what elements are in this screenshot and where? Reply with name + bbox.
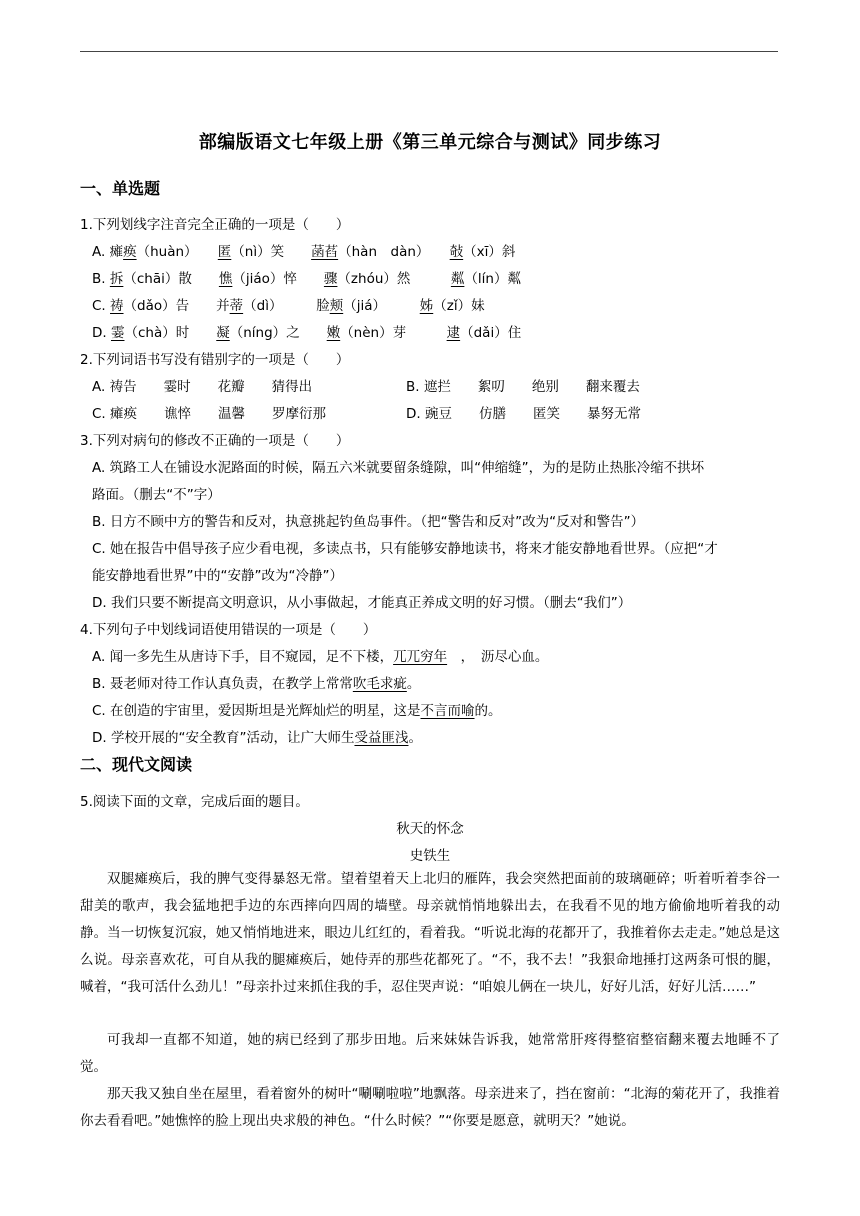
question-4-option-a bbox=[92, 645, 548, 665]
option-text: ， 沥尽心血。 bbox=[447, 649, 549, 665]
option-text: （jiá） bbox=[343, 298, 380, 314]
question-2-option-d: D. 豌豆 仿膳 匿笑 暴努无常 bbox=[406, 406, 641, 422]
underlined-character: 逮 bbox=[446, 325, 461, 341]
underlined-phrase: 吹毛求疵 bbox=[352, 676, 407, 692]
option-text: （zhóu）然 bbox=[337, 271, 411, 287]
underlined-character: 骤 bbox=[323, 271, 338, 287]
question-4-option-d bbox=[92, 726, 422, 746]
question-4-option-c bbox=[92, 699, 502, 719]
option-text: 的。 bbox=[474, 703, 502, 719]
option-text: （jiáo）悴 bbox=[232, 271, 297, 287]
question-2-option-b: B. 遮拦 絮叨 绝别 翻来覆去 bbox=[406, 379, 640, 395]
option-text: C. 在创造的宇宙里，爱因斯坦是光辉灿烂的明星，这是 bbox=[92, 703, 421, 719]
option-text: （nì）笑 bbox=[231, 244, 285, 260]
question-3-option-c-line-1: C. 她在报告中倡导孩子应少看电视，多读点书，只有能够安静地读书，将来才能安静地看世界。（应把“才 bbox=[92, 541, 718, 557]
underlined-character: 蒂 bbox=[229, 298, 244, 314]
question-4-option-b bbox=[92, 672, 420, 692]
question-3-option-d: D. 我们只要不断提高文明意识，从小事做起，才能真正养成文明的好习惯。（删去“我们”） bbox=[92, 595, 632, 611]
option-text: 并 bbox=[189, 298, 230, 314]
option-text: 瘫 bbox=[109, 244, 124, 260]
article-paragraph-1: 双腿瘫痪后，我的脾气变得暴怒无常。望着望着天上北归的雁阵，我会突然把面前的玻璃砸碎；听着听着李谷一甜美的歌声，我会猛地把手边的东西摔向四周的墙壁。母亲就悄悄地躲出去，在我看不见的地方偷偷地听着我的动静。当一切恢复沉寂，她又悄悄地进来，眼边儿红红的，看着我。“听说北海的花都开了，我推着你去走走。”她总是这么说。母亲喜欢花，可自从我的腿瘫痪后，她侍弄的那些花都死了。“不，我不去！”我狠命地捶打这两条可恨的腿，喊着，“我可活什么劲儿！”母亲扑过来抓住我的手，忍住哭声说：“咱娘儿俩在一块儿，好好儿活，好好儿活……” bbox=[80, 871, 780, 995]
underlined-phrase: 受益匪浅 bbox=[354, 730, 409, 746]
option-text bbox=[192, 271, 219, 287]
question-3-option-b: B. 日方不顾中方的警告和反对，执意挑起钓鱼岛事件。（把“警告和反对”改为“反对和警告”） bbox=[92, 514, 645, 530]
option-text bbox=[189, 325, 216, 341]
option-text: （huàn） bbox=[136, 244, 191, 260]
option-text: 。 bbox=[406, 676, 421, 692]
option-text bbox=[406, 325, 447, 341]
underlined-character: 菡萏 bbox=[311, 244, 339, 260]
option-text bbox=[379, 298, 420, 314]
article-paragraph-3: 那天我又独自坐在屋里，看着窗外的树叶“唰唰啦啦”地飘落。母亲进来了，挡在窗前：“北海的菊花开了，我推着你去看看吧。”她憔悴的脸上现出央求般的神色。“什么时候？”“你要是愿意，就明天？”她说。 bbox=[80, 1086, 780, 1129]
article-paragraph-2: 可我却一直都不知道，她的病已经到了那步田地。后来妹妹告诉我，她常常肝疼得整宿整宿翻来覆去地睡不了觉。 bbox=[80, 1032, 780, 1075]
option-text: 。 bbox=[408, 730, 422, 746]
underlined-character: 嫩 bbox=[326, 325, 341, 341]
underlined-character: 敧 bbox=[449, 244, 464, 260]
option-text: （dǎi）住 bbox=[460, 325, 522, 341]
option-text: （níng）之 bbox=[229, 325, 300, 341]
option-label: B. bbox=[92, 271, 110, 287]
underlined-character: 颊 bbox=[329, 298, 344, 314]
option-text: （dǎo）告 bbox=[123, 298, 190, 314]
question-1-option-b bbox=[92, 267, 521, 287]
question-4-stem: 4.下列句子中划线词语使用错误的一项是（ ） bbox=[80, 622, 377, 638]
underlined-character: 凝 bbox=[216, 325, 230, 341]
option-text: （lín）粼 bbox=[464, 271, 521, 287]
question-3-stem: 3.下列对病句的修改不正确的一项是（ ） bbox=[80, 433, 350, 449]
question-2-option-c: C. 瘫痪 谯悴 温馨 罗摩衍那 bbox=[92, 406, 327, 422]
underlined-character: 霎 bbox=[110, 325, 125, 341]
question-2-option-a: A. 祷告 霎时 花瓣 猜得出 bbox=[92, 379, 313, 395]
option-text: D. 学校开展的“安全教育”活动，让广大师生 bbox=[92, 730, 355, 746]
question-1-option-a bbox=[92, 240, 515, 260]
question-3-option-a-line-1: A. 筑路工人在铺设水泥路面的时候，隔五六米就要留条缝隙，叫“伸缩缝”，为的是防止热胀冷缩不拱坏 bbox=[92, 460, 705, 476]
option-text: （hàn dàn） bbox=[338, 244, 423, 260]
option-text: 脸 bbox=[275, 298, 330, 314]
option-text: A. 闻一多先生从唐诗下手，目不窥园，足不下楼， bbox=[92, 649, 394, 665]
question-1-option-c bbox=[92, 294, 485, 314]
question-1-option-d bbox=[92, 321, 521, 341]
option-text: （chà）时 bbox=[124, 325, 190, 341]
option-text bbox=[297, 271, 324, 287]
underlined-character: 拆 bbox=[109, 271, 124, 287]
header-rule bbox=[80, 51, 778, 52]
underlined-character: 粼 bbox=[450, 271, 465, 287]
underlined-phrase: 兀兀穷年 bbox=[393, 649, 448, 665]
option-text: （xī）斜 bbox=[463, 244, 516, 260]
option-text bbox=[300, 325, 327, 341]
question-3-option-a-line-2: 路面。（删去“不”字） bbox=[92, 487, 221, 503]
option-text bbox=[284, 244, 311, 260]
underlined-character: 匿 bbox=[217, 244, 232, 260]
option-label: C. bbox=[92, 298, 111, 314]
section-heading-single-choice: 一、单选题 bbox=[80, 179, 161, 198]
option-text: （zǐ）妹 bbox=[433, 298, 485, 314]
question-2-stem: 2.下列词语书写没有错别字的一项是（ ） bbox=[80, 352, 350, 368]
question-1-stem: 1.下列划线字注音完全正确的一项是（ ） bbox=[80, 217, 350, 233]
page-title: 部编版语文七年级上册《第三单元综合与测试》同步练习 bbox=[198, 132, 662, 153]
underlined-phrase: 不言而喻 bbox=[420, 703, 475, 719]
option-label: D. bbox=[92, 325, 111, 341]
underlined-character: 憔 bbox=[218, 271, 233, 287]
option-text bbox=[410, 271, 451, 287]
option-text bbox=[423, 244, 450, 260]
underlined-character: 姊 bbox=[419, 298, 434, 314]
option-text: （dì） bbox=[243, 298, 276, 314]
option-text: （chāi）散 bbox=[123, 271, 192, 287]
question-3-option-c-line-2: 能安静地看世界”中的“安静”改为“冷静”） bbox=[92, 568, 343, 584]
option-label: A. bbox=[92, 244, 110, 260]
article-title: 秋天的怀念 bbox=[396, 821, 464, 837]
underlined-character: 祷 bbox=[110, 298, 124, 314]
option-text: （nèn）芽 bbox=[340, 325, 407, 341]
section-heading-modern-reading: 二、现代文阅读 bbox=[80, 755, 193, 774]
option-text: B. 聂老师对待工作认真负责，在教学上常常 bbox=[92, 676, 353, 692]
question-5-stem: 5.阅读下面的文章，完成后面的题目。 bbox=[80, 794, 309, 810]
article-author: 史铁生 bbox=[409, 848, 451, 864]
option-text bbox=[191, 244, 218, 260]
underlined-character: 痪 bbox=[123, 244, 137, 260]
